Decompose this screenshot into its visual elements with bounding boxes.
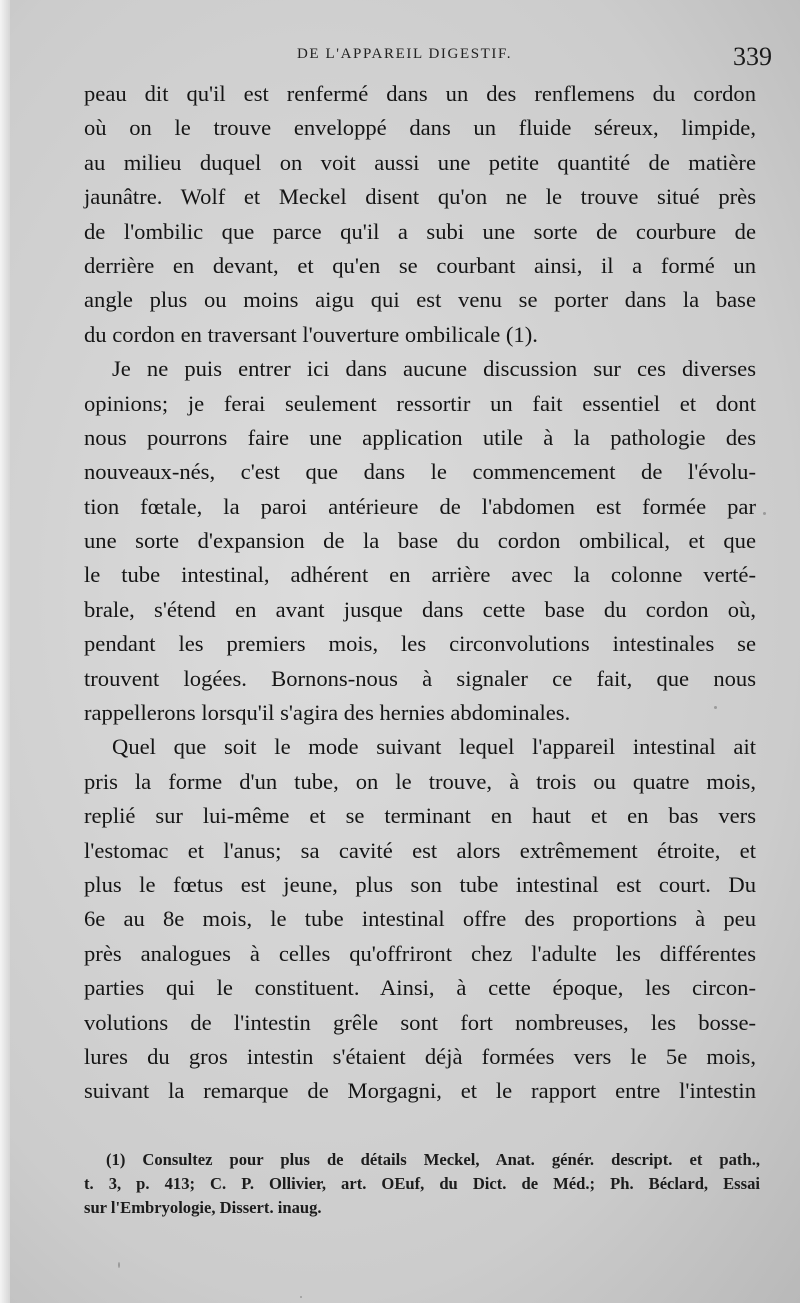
page-edge bbox=[0, 0, 10, 1303]
text-line: peau dit qu'il est renfermé dans un des renflemens du cordon bbox=[84, 81, 756, 106]
footnote-line: sur l'Embryologie, Dissert. inaug. bbox=[84, 1198, 322, 1217]
footnote-line: (1) Consultez pour plus de détails Meckel, Anat. génér. descript. et path., bbox=[106, 1150, 760, 1169]
text-line: derrière en devant, et qu'en se courbant ainsi, il a formé un bbox=[84, 252, 756, 278]
text-line: 6e au 8e mois, le tube intestinal offre des proportions à peu bbox=[84, 906, 756, 932]
body-text bbox=[84, 77, 756, 1109]
text-line: opinions; je ferai seulement ressortir un fait essentiel et dont bbox=[84, 390, 756, 416]
text-line: parties qui le constituent. Ainsi, à cette époque, les circon- bbox=[84, 975, 756, 1001]
text-line: de l'ombilic que parce qu'il a subi une sorte de courbure de bbox=[84, 218, 756, 244]
text-line: près analogues à celles qu'offriront chez l'adulte les différentes bbox=[84, 940, 756, 966]
text-line: trouvent logées. Bornons-nous à signaler ce fait, que nous bbox=[84, 665, 756, 691]
text-line: pris la forme d'un tube, on le trouve, à trois ou quatre mois, bbox=[84, 768, 756, 794]
text-line: une sorte d'expansion de la base du cordon ombilical, et que bbox=[84, 528, 756, 554]
text-line: où on le trouve enveloppé dans un fluide séreux, limpide, bbox=[84, 115, 756, 141]
text-line: rappellerons lorsqu'il s'agira des hernies abdominales. bbox=[84, 700, 571, 726]
text-line: du cordon en traversant l'ouverture ombilicale (1). bbox=[84, 321, 538, 347]
paper-speck bbox=[300, 1296, 302, 1298]
text-line: le tube intestinal, adhérent en arrière avec la colonne verté- bbox=[84, 562, 756, 588]
text-line: suivant la remarque de Morgagni, et le rapport entre l'intestin bbox=[84, 1078, 756, 1104]
text-line: pendant les premiers mois, les circonvolutions intestinales se bbox=[84, 631, 756, 657]
text-line: jaunâtre. Wolf et Meckel disent qu'on ne le trouve situé près bbox=[84, 184, 756, 210]
text-line: angle plus ou moins aigu qui est venu se porter dans la base bbox=[84, 287, 756, 313]
text-line: plus le fœtus est jeune, plus son tube intestinal est court. Du bbox=[84, 871, 756, 897]
paper-speck bbox=[714, 706, 717, 709]
text-line: replié sur lui-même et se terminant en haut et en bas vers bbox=[84, 803, 756, 829]
text-line: nous pourrons faire une application utile à la pathologie des bbox=[84, 424, 756, 450]
running-head: DE L'APPAREIL DIGESTIF. bbox=[297, 46, 513, 62]
paper-speck bbox=[763, 512, 766, 515]
page-header bbox=[82, 42, 772, 82]
text-line: nouveaux-nés, c'est que dans le commencement de l'évolu- bbox=[84, 459, 756, 485]
footnote-line: t. 3, p. 413; C. P. Ollivier, art. OEuf, du Dict. de Méd.; Ph. Béclard, Essai bbox=[84, 1174, 760, 1193]
footnotes bbox=[84, 1148, 760, 1220]
paragraph-start-line: Je ne puis entrer ici dans aucune discussion sur ces diverses bbox=[112, 356, 756, 382]
text-line: lures du gros intestin s'étaient déjà formées vers le 5e mois, bbox=[84, 1043, 756, 1069]
paper-speck bbox=[118, 1262, 120, 1268]
text-line: tion fœtale, la paroi antérieure de l'abdomen est formée par bbox=[84, 493, 756, 519]
text-line: l'estomac et l'anus; sa cavité est alors extrêmement étroite, et bbox=[84, 837, 756, 863]
text-line: volutions de l'intestin grêle sont fort nombreuses, les bosse- bbox=[84, 1009, 756, 1035]
page-number: 339 bbox=[733, 42, 772, 71]
text-line: brale, s'étend en avant jusque dans cette base du cordon où, bbox=[84, 596, 756, 622]
paragraph-start-line: Quel que soit le mode suivant lequel l'appareil intestinal ait bbox=[112, 734, 756, 760]
text-line: au milieu duquel on voit aussi une petite quantité de matière bbox=[84, 149, 756, 175]
